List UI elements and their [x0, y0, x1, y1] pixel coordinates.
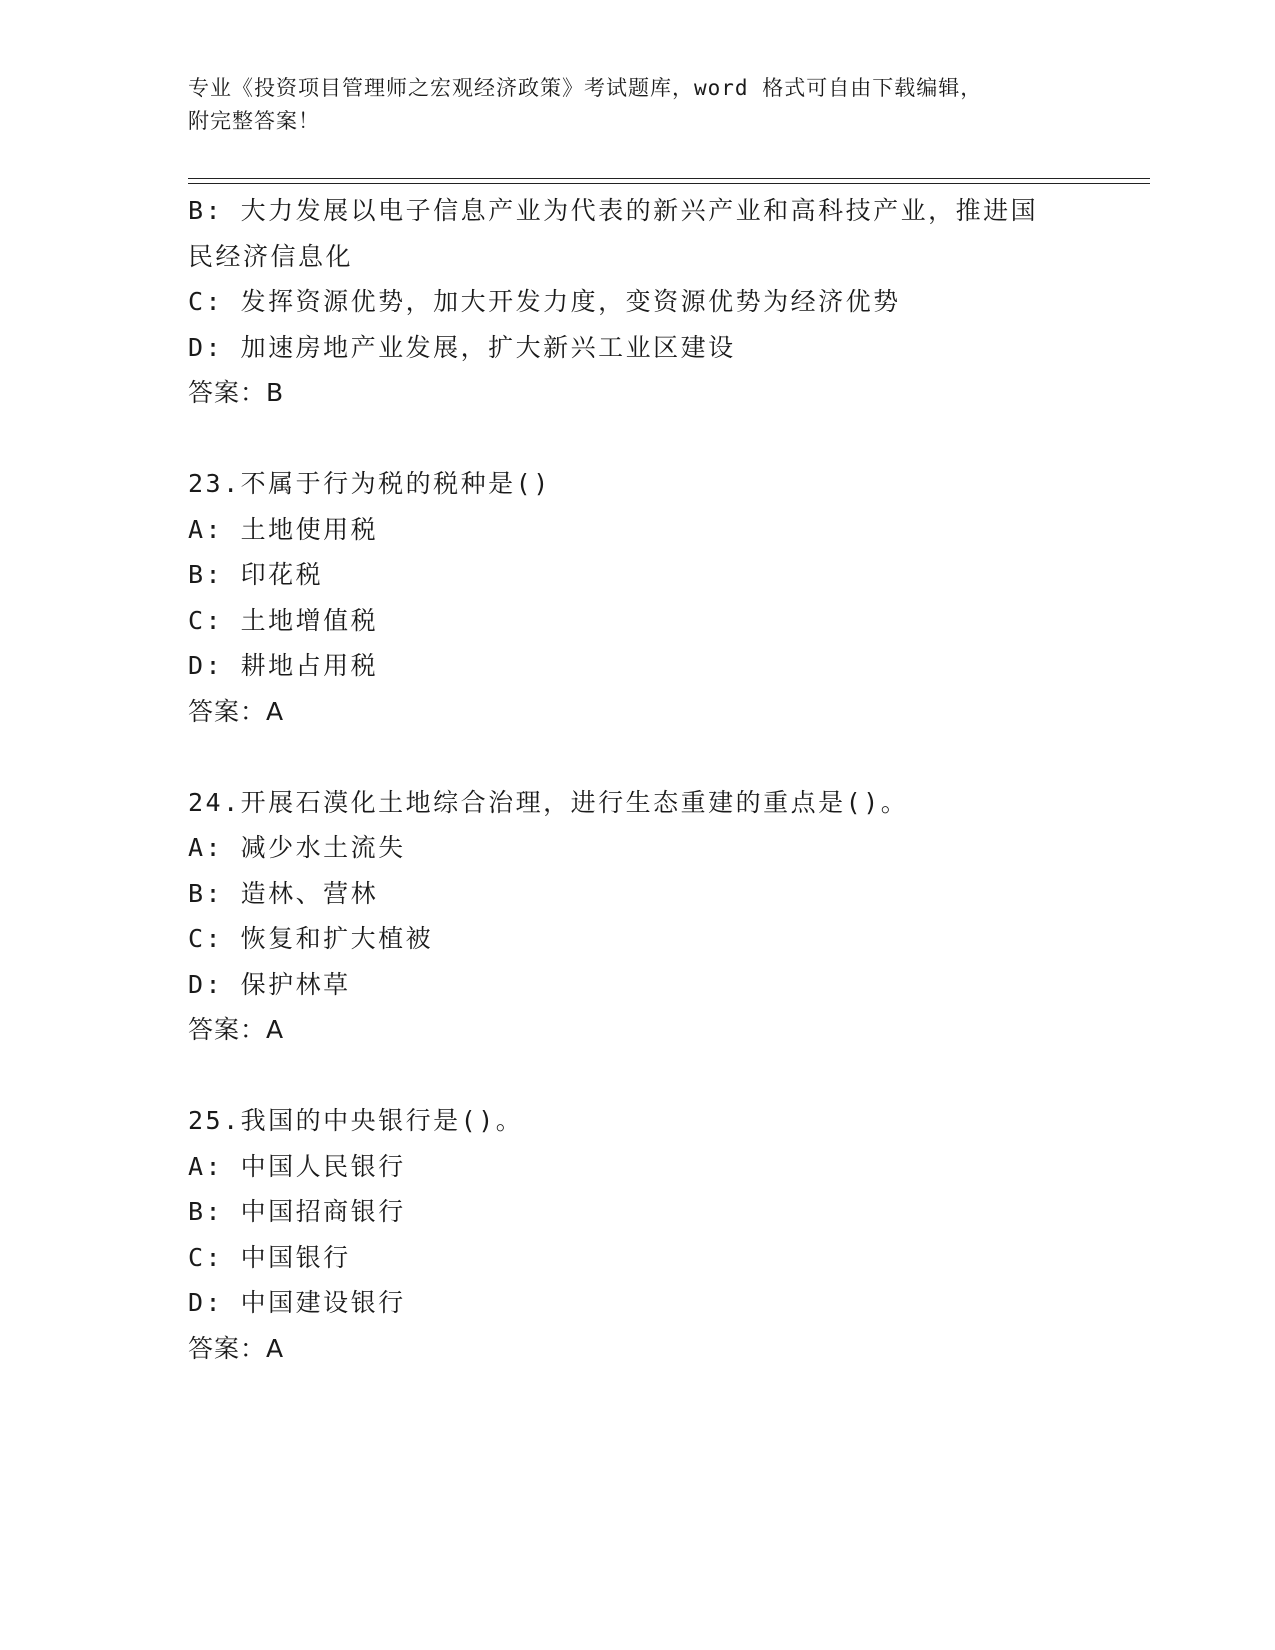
- option-b: B: 印花税: [188, 560, 324, 589]
- answer: 答案：A: [188, 696, 285, 726]
- option-b: B: 造林、营林: [188, 878, 379, 908]
- option-c: C: 中国银行: [188, 1242, 351, 1272]
- answer: 答案：A: [188, 1015, 285, 1044]
- option-d: D: 保护林草: [188, 969, 351, 999]
- answer: 答案：B: [188, 378, 285, 407]
- option-d: D: 加速房地产业发展，扩大新兴工业区建设: [188, 332, 736, 362]
- header-line-1: 专业《投资项目管理师之宏观经济政策》考试题库，word 格式可自由下载编辑，: [188, 76, 983, 100]
- option-d: D: 耕地占用税: [188, 651, 379, 680]
- question-spacer: [188, 1053, 1088, 1099]
- question-list: [188, 188, 1088, 1371]
- question-23: [188, 461, 1088, 734]
- question-text: 25.我国的中央银行是()。: [188, 1106, 524, 1135]
- option-a: A: 中国人民银行: [188, 1151, 406, 1181]
- option-a: A: 土地使用税: [188, 514, 379, 544]
- header-divider-top: [188, 178, 1150, 179]
- question-text: 24.开展石漠化土地综合治理，进行生态重建的重点是()。: [188, 787, 909, 817]
- option-c: C: 恢复和扩大植被: [188, 924, 434, 953]
- question-text: 23.不属于行为税的税种是(): [188, 469, 551, 498]
- header-line-2: 附完整答案！: [188, 109, 320, 133]
- document-header: [188, 72, 1088, 138]
- option-c: C: 土地增值税: [188, 605, 379, 635]
- option-d: D: 中国建设银行: [188, 1288, 406, 1317]
- question-spacer: [188, 734, 1088, 780]
- option-b: B: 中国招商银行: [188, 1197, 406, 1226]
- header-divider-bottom: [188, 183, 1150, 184]
- answer: 答案：A: [188, 1333, 285, 1363]
- option-b-line-1: B: 大力发展以电子信息产业为代表的新兴产业和高科技产业，推进国: [188, 196, 1039, 225]
- option-c: C: 发挥资源优势，加大开发力度，变资源优势为经济优势: [188, 287, 901, 316]
- question-spacer: [188, 416, 1088, 462]
- option-a: A: 减少水土流失: [188, 833, 406, 862]
- option-b-line-2: 民经济信息化: [188, 241, 354, 271]
- question-24: [188, 780, 1088, 1053]
- question-22: [188, 188, 1088, 416]
- question-25: [188, 1098, 1088, 1371]
